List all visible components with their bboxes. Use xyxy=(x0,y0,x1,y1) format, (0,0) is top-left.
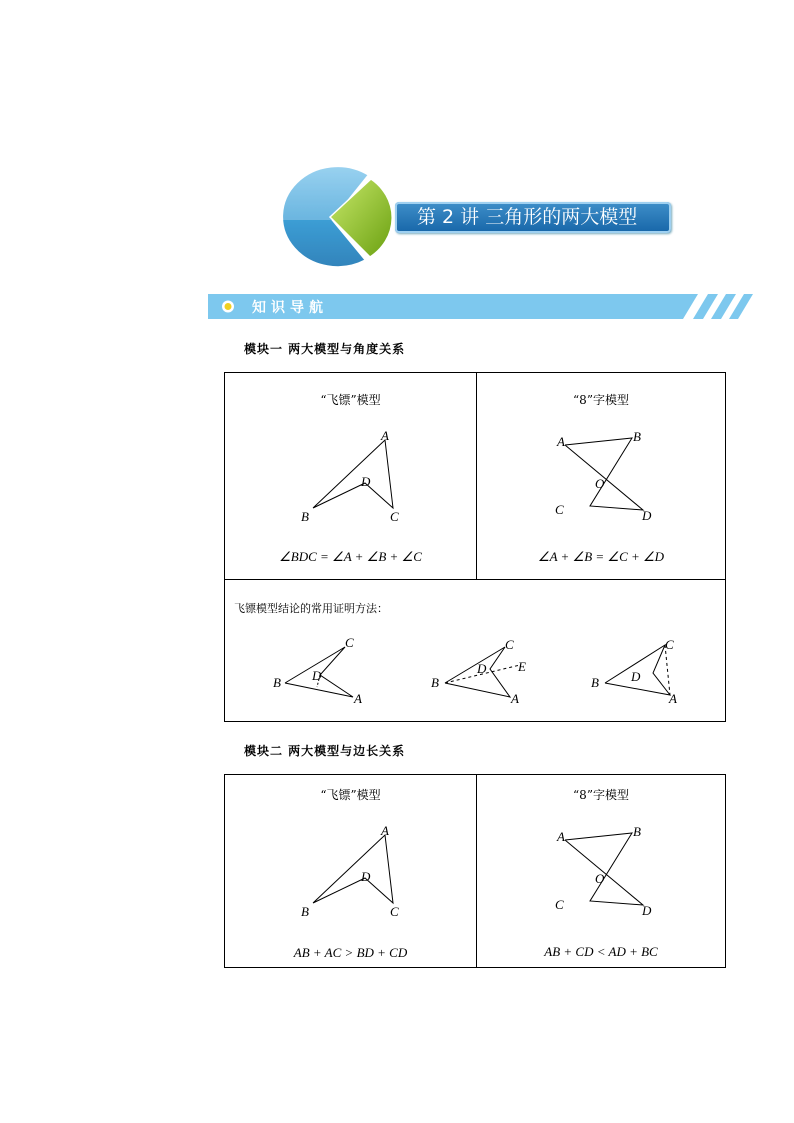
eight-angle-formula: ∠A + ∠B = ∠C + ∠D xyxy=(537,549,665,564)
label-e: E xyxy=(518,659,526,674)
divider xyxy=(225,579,725,580)
label-c: C xyxy=(555,502,564,517)
label-d: D xyxy=(361,474,371,489)
eight-side-formula: AB + CD < AD + BC xyxy=(544,944,658,959)
label-b: B xyxy=(591,675,599,690)
label-a: A xyxy=(381,823,389,838)
label-b: B xyxy=(301,904,309,919)
label-d: D xyxy=(642,508,652,523)
proof-diagram-2 xyxy=(425,635,545,710)
label-c: C xyxy=(665,637,674,652)
label-b: B xyxy=(301,509,309,524)
label-b: B xyxy=(431,675,439,690)
divider xyxy=(476,775,477,967)
label-d: D xyxy=(361,869,371,884)
label-b: B xyxy=(633,429,641,444)
proof-diagram-1 xyxy=(265,635,375,710)
eight-model-title: “8”字模型 xyxy=(573,393,629,407)
label-c: C xyxy=(345,635,354,650)
nav-label: 知识导航 xyxy=(252,300,328,316)
dart-side-formula: AB + AC > BD + CD xyxy=(293,945,408,960)
label-d: D xyxy=(312,668,322,683)
label-o: O xyxy=(595,871,605,886)
label-a: A xyxy=(354,691,362,706)
label-a: A xyxy=(511,691,519,706)
lesson-title: 第 2 讲 三角形的两大模型 xyxy=(395,202,671,233)
label-d: D xyxy=(631,669,641,684)
pie-logo-icon xyxy=(270,165,395,275)
module2-heading: 模块二 两大模型与边长关系 xyxy=(244,744,406,758)
label-d: D xyxy=(477,661,487,676)
dart-diagram xyxy=(295,428,415,528)
dart-model-title: “飞镖”模型 xyxy=(320,788,381,802)
label-o: O xyxy=(595,476,605,491)
label-b: B xyxy=(273,675,281,690)
label-d: D xyxy=(642,903,652,918)
dart-diagram xyxy=(295,823,415,923)
eight-model-title: “8”字模型 xyxy=(573,788,629,802)
proof-methods-label: 飞镖模型结论的常用证明方法： xyxy=(234,602,388,615)
module2-box xyxy=(224,774,726,968)
module1-box xyxy=(224,372,726,722)
label-a: A xyxy=(557,434,565,449)
label-c: C xyxy=(390,509,399,524)
eight-diagram xyxy=(545,428,665,528)
eight-diagram xyxy=(545,823,665,923)
label-c: C xyxy=(390,904,399,919)
label-a: A xyxy=(381,428,389,443)
label-b: B xyxy=(633,824,641,839)
label-a: A xyxy=(557,829,565,844)
label-c: C xyxy=(555,897,564,912)
dart-angle-formula: ∠BDC = ∠A + ∠B + ∠C xyxy=(279,549,422,564)
proof-diagram-3 xyxy=(585,635,705,710)
label-c: C xyxy=(505,637,514,652)
module1-heading: 模块一 两大模型与角度关系 xyxy=(244,342,406,356)
label-a: A xyxy=(669,691,677,706)
dart-model-title: “飞镖”模型 xyxy=(320,393,381,407)
